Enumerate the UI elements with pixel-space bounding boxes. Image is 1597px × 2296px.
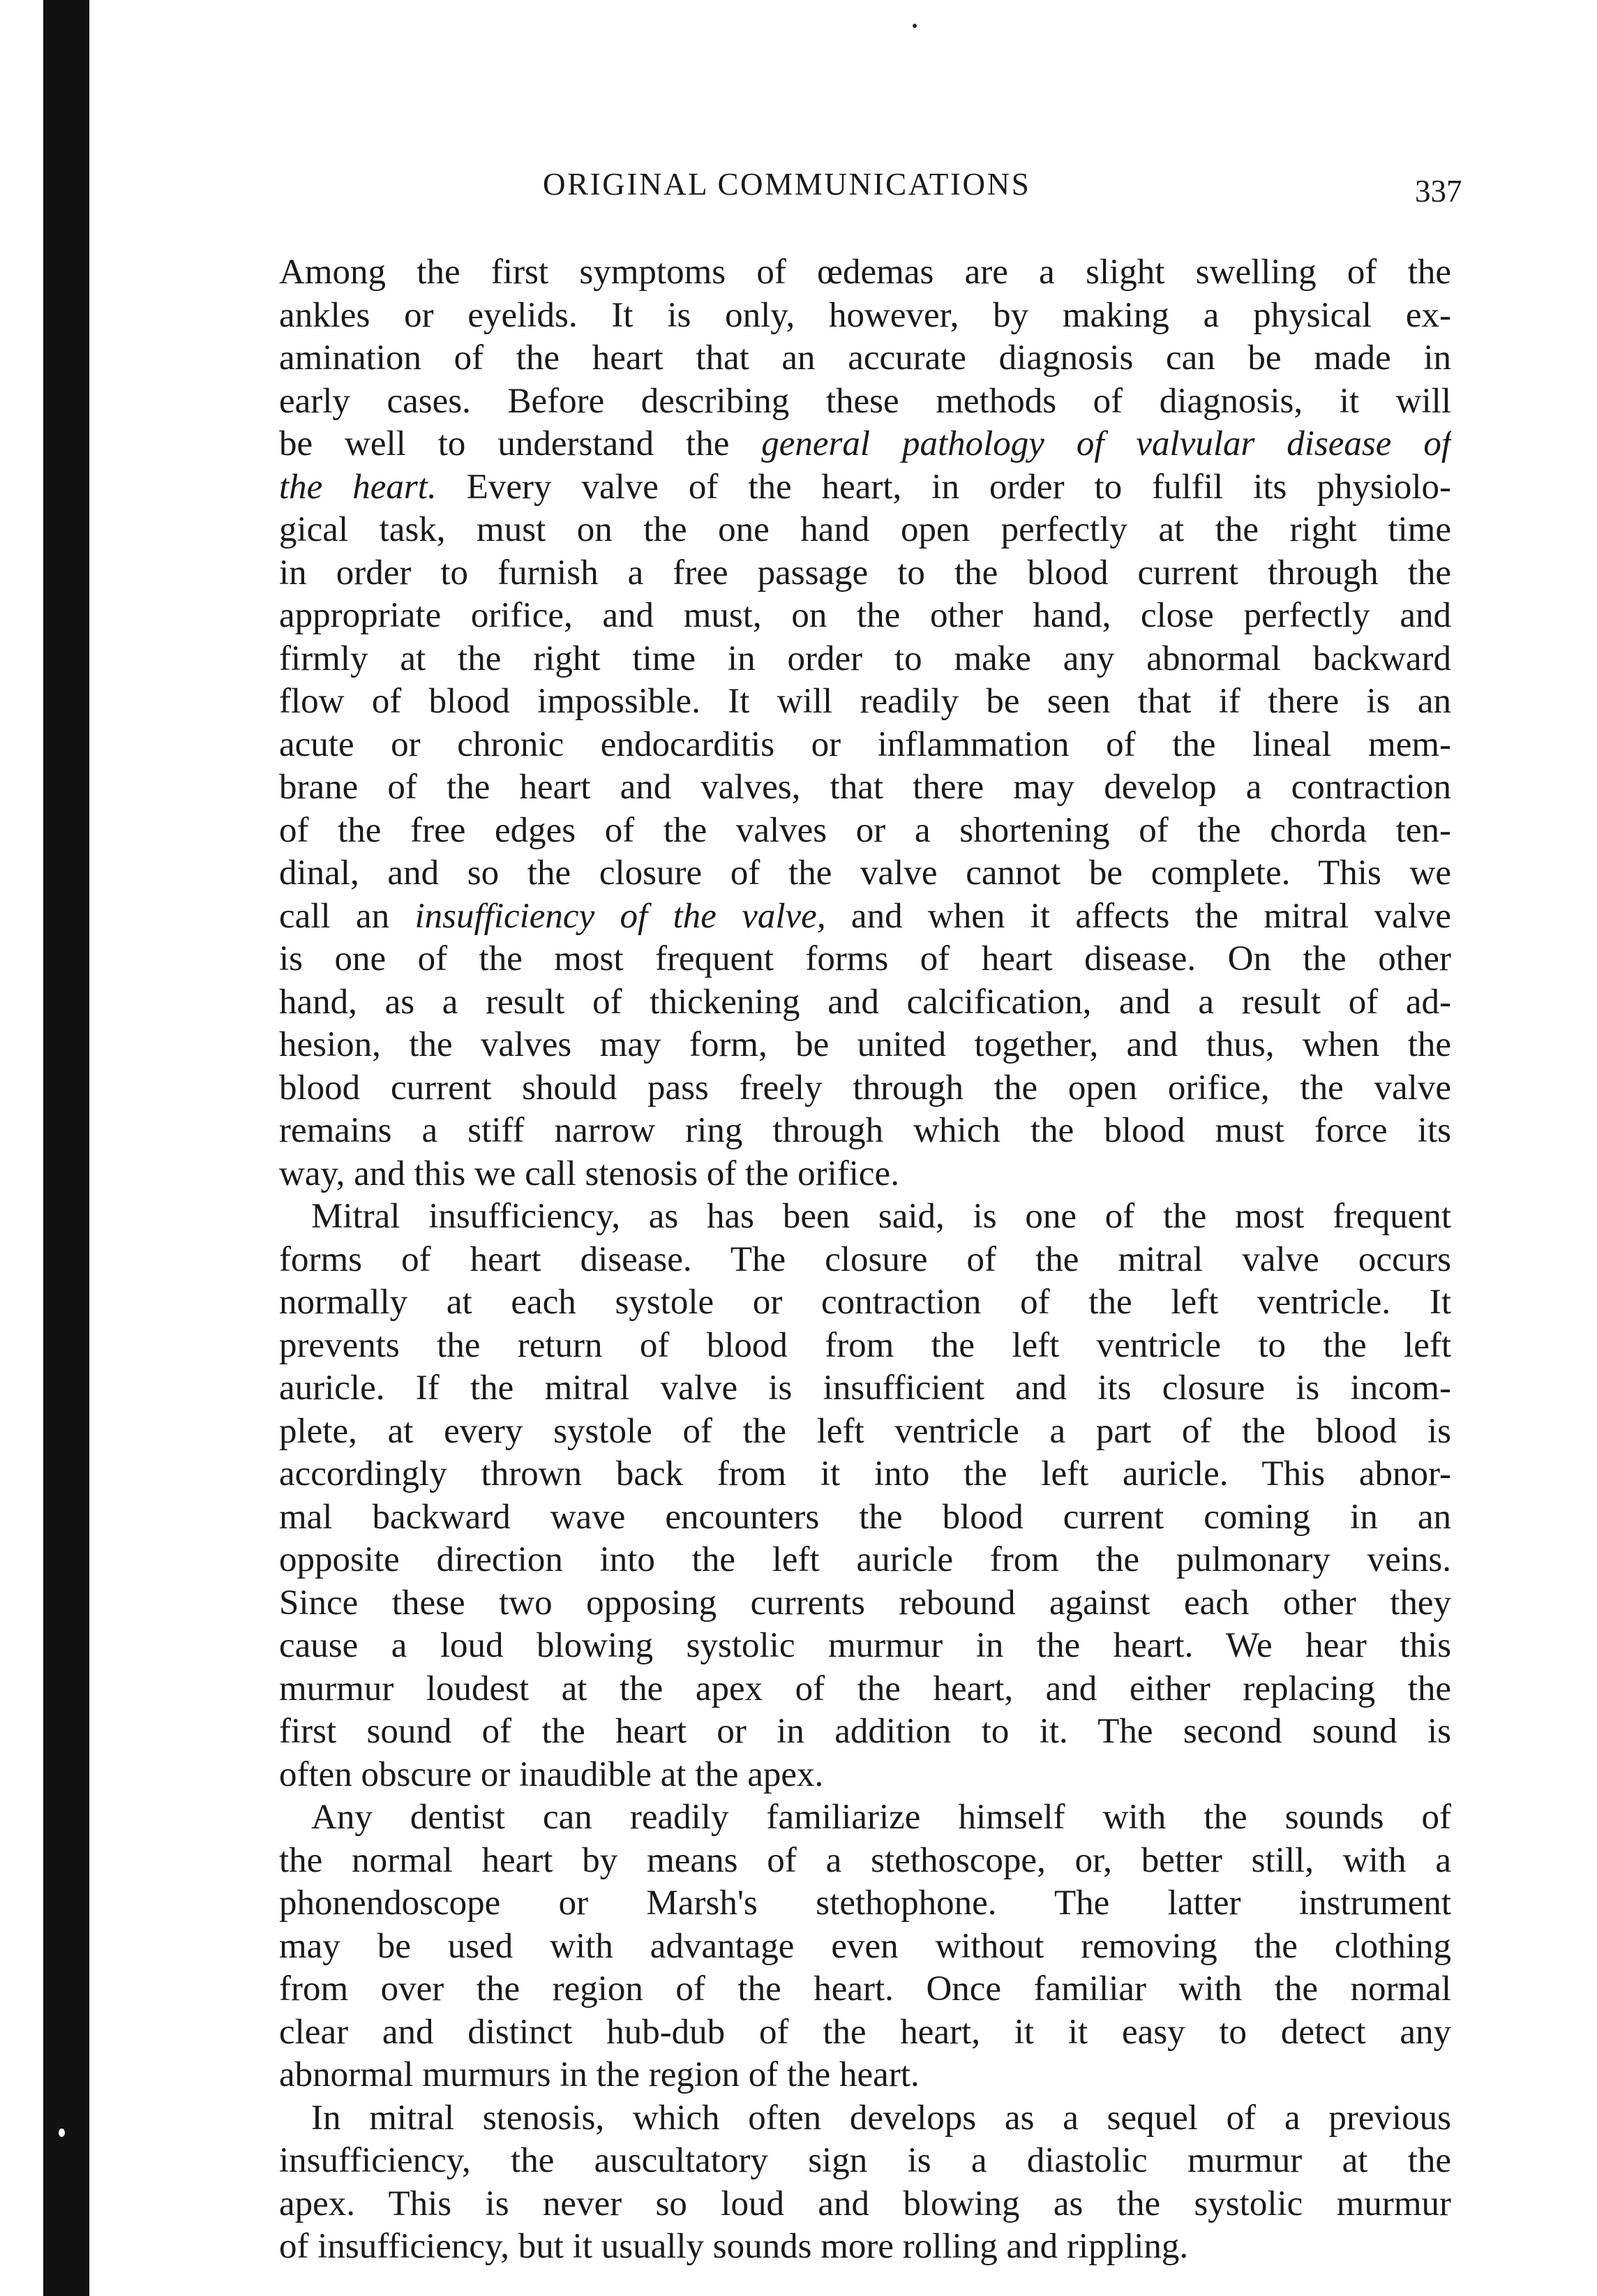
text-segment: prevents the return of blood from the left ventricle to the left bbox=[279, 1325, 1451, 1365]
text-segment: the normal heart by means of a stethoscope, or, better still, with a bbox=[279, 1840, 1451, 1880]
text-line bbox=[279, 938, 1451, 981]
text-segment: Mitral insufficiency, as has been said, is one of the most frequent bbox=[311, 1197, 1451, 1236]
text-line bbox=[279, 251, 1451, 295]
text-segment: may be used with advantage even without removing the clothing bbox=[279, 1926, 1451, 1966]
text-line bbox=[279, 1968, 1451, 2011]
text-segment: from over the region of the heart. Once familiar with the normal bbox=[279, 1969, 1451, 2008]
text-line bbox=[279, 1796, 1451, 1840]
text-segment: and when it affects the mitral valve bbox=[825, 896, 1451, 936]
text-segment: forms of heart disease. The closure of the mitral valve occurs bbox=[279, 1239, 1451, 1279]
text-line bbox=[279, 1367, 1451, 1410]
text-segment: amination of the heart that an accurate diagnosis can be made in bbox=[279, 338, 1451, 378]
italic-text: the heart. bbox=[279, 467, 437, 507]
text-segment: opposite direction into the left auricle from the pulmonary veins. bbox=[279, 1540, 1451, 1579]
text-line bbox=[279, 1067, 1451, 1110]
text-segment: accordingly thrown back from it into the left auricle. This abnor- bbox=[279, 1454, 1451, 1493]
text-line bbox=[279, 810, 1451, 853]
text-segment: clear and distinct hub-dub of the heart, it it easy to detect any bbox=[279, 2012, 1451, 2052]
text-line bbox=[279, 895, 1451, 939]
text-line bbox=[279, 1668, 1451, 1711]
text-segment: of the free edges of the valves or a shortening of the chorda ten- bbox=[279, 810, 1451, 850]
text-segment: in order to furnish a free passage to the blood current through the bbox=[279, 553, 1451, 592]
text-line bbox=[279, 1024, 1451, 1067]
text-segment: murmur loudest at the apex of the heart, and either replacing the bbox=[279, 1669, 1451, 1708]
text-line bbox=[279, 552, 1451, 595]
text-line bbox=[279, 1195, 1451, 1239]
text-line bbox=[279, 724, 1451, 767]
body-text bbox=[279, 251, 1451, 2269]
text-segment: first sound of the heart or in addition to it. The second sound is bbox=[279, 1712, 1451, 1751]
text-segment: normally at each systole or contraction of the left ventricle. It bbox=[279, 1283, 1451, 1322]
text-segment: flow of blood impossible. It will readily be seen that if there is an bbox=[279, 682, 1451, 721]
text-line bbox=[279, 852, 1451, 895]
text-segment: Among the first symptoms of œdemas are a slight swelling of the bbox=[279, 253, 1451, 292]
text-segment: often obscure or inaudible at the apex. bbox=[279, 1754, 824, 1794]
text-segment: remains a stiff narrow ring through which the blood must force its bbox=[279, 1111, 1451, 1150]
text-line bbox=[279, 1110, 1451, 1153]
text-segment: Any dentist can readily familiarize himself with the sounds of bbox=[311, 1798, 1451, 1837]
text-line bbox=[279, 1325, 1451, 1368]
text-line bbox=[279, 981, 1451, 1024]
text-segment: Every valve of the heart, in order to fulfil its physiolo- bbox=[436, 467, 1451, 507]
text-segment: appropriate orifice, and must, on the other hand, close perfectly and bbox=[279, 596, 1451, 635]
text-line bbox=[279, 1710, 1451, 1754]
italic-text: general pathology of valvular disease of bbox=[761, 424, 1451, 463]
text-line bbox=[279, 2097, 1451, 2140]
text-line bbox=[279, 638, 1451, 681]
text-segment: brane of the heart and valves, that there may develop a contraction bbox=[279, 768, 1451, 807]
text-segment: Since these two opposing currents rebound against each other they bbox=[279, 1583, 1451, 1623]
text-line bbox=[279, 680, 1451, 724]
text-segment: is one of the most frequent forms of heart disease. On the other bbox=[279, 939, 1451, 978]
scan-binding-edge bbox=[43, 0, 89, 2296]
text-segment: cause a loud blowing systolic murmur in the heart. We hear this bbox=[279, 1626, 1451, 1665]
text-line bbox=[279, 1281, 1451, 1325]
text-segment: mal backward wave encounters the blood current coming in an bbox=[279, 1497, 1451, 1537]
text-line bbox=[279, 1840, 1451, 1883]
text-line bbox=[279, 295, 1451, 338]
text-segment: blood current should pass freely through the open orifice, the valve bbox=[279, 1068, 1451, 1108]
running-head bbox=[279, 166, 1465, 222]
text-segment: way, and this we call stenosis of the orifice. bbox=[279, 1154, 899, 1193]
text-line bbox=[279, 1410, 1451, 1454]
text-line bbox=[279, 1625, 1451, 1668]
text-segment: gical task, must on the one hand open perfectly at the right time bbox=[279, 510, 1451, 549]
text-segment: call an bbox=[279, 896, 415, 936]
text-line bbox=[279, 423, 1451, 466]
text-line bbox=[279, 1582, 1451, 1625]
text-line bbox=[279, 337, 1451, 380]
text-segment: of insufficiency, but it usually sounds more rolling and rippling. bbox=[279, 2227, 1189, 2266]
text-segment: apex. This is never so loud and blowing as the systolic murmur bbox=[279, 2184, 1451, 2223]
text-segment: auricle. If the mitral valve is insufficient and its closure is incom- bbox=[279, 1369, 1451, 1408]
text-line bbox=[279, 466, 1451, 509]
text-line bbox=[279, 1239, 1451, 1282]
text-line bbox=[279, 2054, 1451, 2097]
text-line bbox=[279, 1882, 1451, 1925]
text-line bbox=[279, 595, 1451, 638]
text-segment: acute or chronic endocarditis or inflammation of the lineal mem- bbox=[279, 724, 1451, 764]
text-line bbox=[279, 1754, 1451, 1797]
text-segment: insufficiency, the auscultatory sign is a diastolic murmur at the bbox=[279, 2141, 1451, 2180]
running-head-title: ORIGINAL COMMUNICATIONS bbox=[543, 167, 1031, 202]
text-line bbox=[279, 2183, 1451, 2226]
text-segment: hesion, the valves may form, be united together, and thus, when the bbox=[279, 1025, 1451, 1064]
text-line bbox=[279, 2226, 1451, 2269]
italic-text: insufficiency of the valve, bbox=[414, 896, 826, 936]
text-line bbox=[279, 380, 1451, 424]
text-segment: firmly at the right time in order to make any abnormal backward bbox=[279, 639, 1451, 678]
text-line bbox=[279, 2011, 1451, 2055]
text-segment: be well to understand the bbox=[279, 424, 762, 463]
text-segment: plete, at every systole of the left ventricle a part of the blood is bbox=[279, 1411, 1451, 1451]
text-segment: ankles or eyelids. It is only, however, by making a physical ex- bbox=[279, 295, 1451, 335]
text-line bbox=[279, 1539, 1451, 1582]
scan-speck bbox=[59, 2129, 65, 2137]
text-line bbox=[279, 766, 1451, 810]
text-segment: hand, as a result of thickening and calcification, and a result of ad- bbox=[279, 982, 1451, 1022]
text-line bbox=[279, 509, 1451, 552]
text-line bbox=[279, 1453, 1451, 1496]
text-segment: dinal, and so the closure of the valve cannot be complete. This we bbox=[279, 853, 1451, 893]
text-segment: In mitral stenosis, which often develops as a sequel of a previous bbox=[311, 2098, 1451, 2138]
text-line bbox=[279, 1925, 1451, 1969]
text-line bbox=[279, 1496, 1451, 1540]
text-line bbox=[279, 1153, 1451, 1196]
scan-speck bbox=[913, 24, 917, 28]
page-number: 337 bbox=[1415, 174, 1462, 209]
text-segment: phonendoscope or Marsh's stethophone. The latter instrument bbox=[279, 1884, 1451, 1923]
text-segment: early cases. Before describing these methods of diagnosis, it will bbox=[279, 381, 1451, 421]
text-line bbox=[279, 2140, 1451, 2183]
text-segment: abnormal murmurs in the region of the heart. bbox=[279, 2055, 920, 2094]
